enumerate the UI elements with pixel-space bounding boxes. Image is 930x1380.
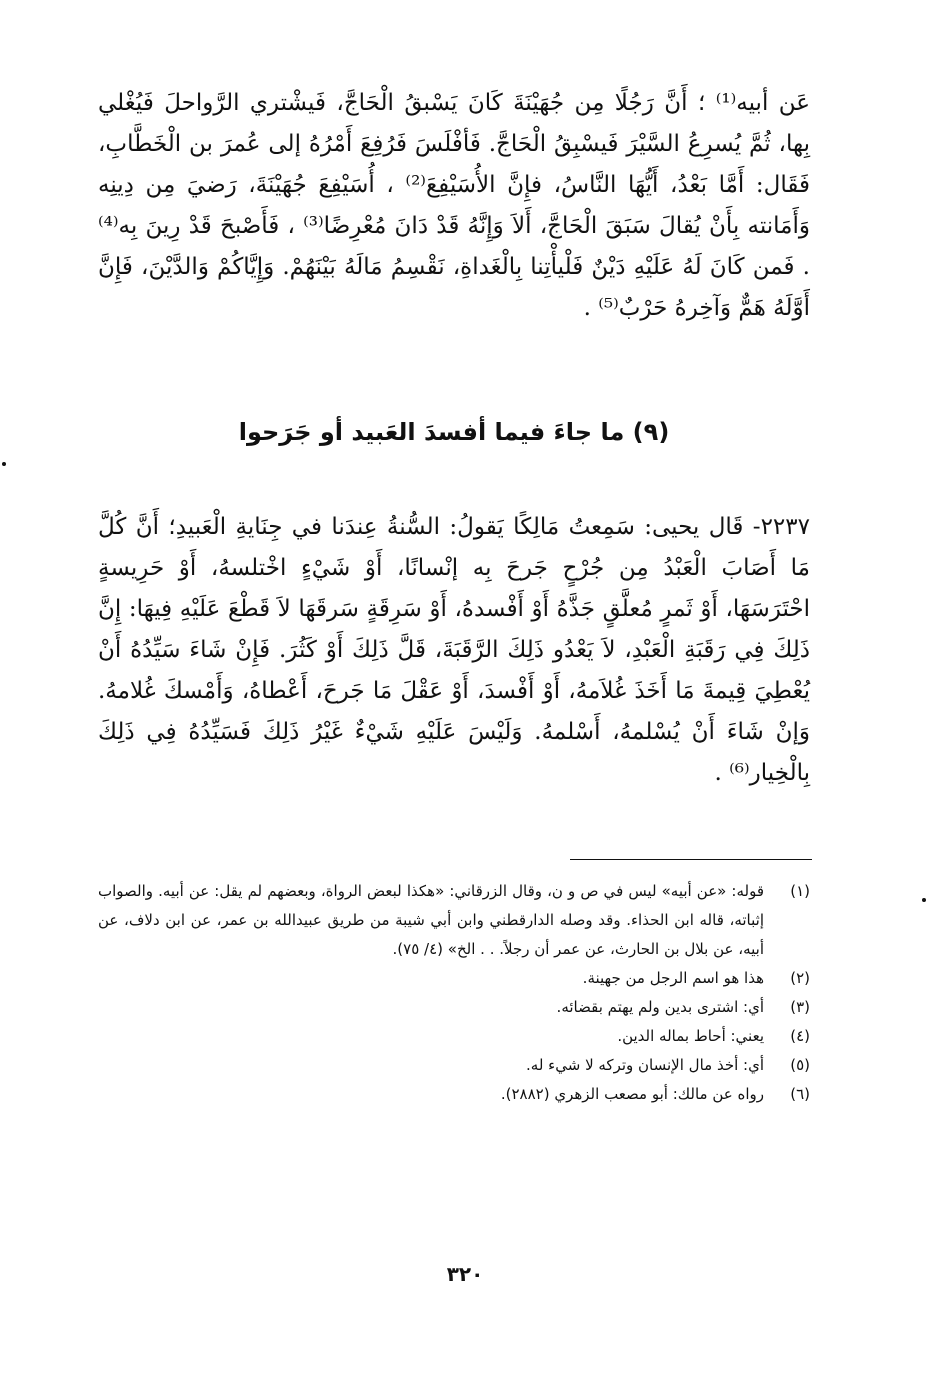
body-paragraph-1: عَن أبيه⁽¹⁾ ؛ أَنَّ رَجُلًا مِن جُهَيْنَةَ كَانَ يَسْبقُ الْحَاجَّ، فَيشْتري الرَّواحلَ فَيُغْلي بِها، ثُمَّ يُسرِعُ السَّيْرَ فَيسْبِقُ الْحَاجَّ. فَأفْلَسَ فَرُفِعَ أَمْرُهُ إلى عُمرَ بن الْخَطَّابِ، فَقَال: أَمَّا بَعْدُ، أَيُّهَا النَّاسُ، فإِنَّ الأُسَيْفِعَ⁽²⁾ ، أُسَيْفِعَ جُهَيْنَةَ، رَضيَ مِن دِينِه وَأَمَانته بِأَنْ يُقالَ سَبَقَ الْحَاجَّ، أَلاَ وَإِنَّهُ قَدْ دَانَ مُعْرِضًا⁽³⁾ ، فَأَصْبحَ قَدْ رِينَ بِه⁽⁴⁾ . فَمن كَانَ لَهُ عَلَيْهِ دَيْنٌ فَلْيأْتِنا بِالْغَداةِ، نَقْسِمُ مَالَهُ بَيْنَهُمْ. وَإِيَّاكُمْ وَالدَّيْنَ، فَإِنَّ أَوَّلَهُ هَمٌّ وَآخِرهُ حَرْبٌ⁽⁵⁾ .: [98, 90, 810, 321]
footnote-6: [98, 1080, 810, 1109]
footnote-separator: [570, 859, 812, 860]
footnote-number: (٣): [790, 998, 810, 1016]
footnote-text: رواه عن مالك: أبو مصعب الزهري (٢٨٨٢).: [500, 1085, 764, 1103]
footnote-3: [98, 993, 810, 1022]
footnote-text: يعني: أحاط بماله الدين.: [617, 1027, 764, 1045]
footnote-text: أي: أخذ مال الإنسان وتركه لا شيء له.: [526, 1056, 764, 1074]
footnote-text: هذا هو اسم الرجل من جهينة.: [582, 969, 764, 987]
footnotes: [98, 877, 810, 1109]
footnote-text: قوله: «عن أبيه» ليس في ص و ن، وقال الزرقاني: «هكذا لبعض الرواة، وبعضهم لم يقل: عن أبيه. والصواب إثباته، قاله ابن الحذاء. وقد وصله الدارقطني وابن أبي شيبة من طريق عبيدالله بن عمر، عن ابن دلاف، عن أبيه، عن بلال بن الحارث، عن عمر أن رجلاً. . . الخ» (٤/ ٧٥).: [98, 882, 764, 958]
footnote-2: [98, 964, 810, 993]
scan-speck: [2, 462, 6, 466]
footnote-number: (١): [790, 882, 810, 900]
footnote-5: [98, 1051, 810, 1080]
footnote-number: (٢): [790, 969, 810, 987]
section-heading: (٩) ما جاءَ فيما أفسدَ العَبيد أو جَرَحوا: [238, 418, 670, 446]
page-number: ٣٢٠: [446, 1262, 484, 1286]
footnote-4: [98, 1022, 810, 1051]
footnote-number: (٥): [790, 1056, 810, 1074]
scan-speck: [922, 898, 926, 902]
body-paragraph-2: ٢٢٣٧- قَال يحيى: سَمِعتُ مَالِكًا يَقولُ: السُّنةُ عِندَنا في جِنَايةِ الْعَبيدِ؛ أَنَّ كُلَّ مَا أَصَابَ الْعَبْدُ مِن جُرْحٍ جَرحَ بِه إنْسانًا، أَوْ شَيْءٍ اخْتلسهُ، أَوْ حَرِيسةٍ احْتَرَسَهَا، أَوْ ثَمرٍ مُعلَّقٍ جَذَّهُ أَوْ أَفْسدهُ، أَوْ سَرِقَةٍ سَرقَهَا لاَ قَطْعَ عَلَيْهِ فِيهَا: إِنَّ ذَلِكَ فِي رَقَبَةِ الْعَبْدِ، لاَ يَعْدُو ذَلِكَ الرَّقَبَةَ، قَلَّ ذَلِكَ أَوْ كَثُرَ. فَإِنْ شَاءَ سَيِّدُهُ أَنْ يُعْطِيَ قِيمةَ مَا أَخَذَ غُلاَمهُ، أَوْ أَفْسدَ، أَوْ عَقْلَ مَا جَرحَ، أَعْطاهُ، وَأَمْسكَ غُلامهُ. وَإنْ شَاءَ أَنْ يُسْلمهُ، أَسْلمهُ. وَلَيْسَ عَلَيْهِ شَيْءٌ غَيْرُ ذَلِكَ فَسَيِّدُهُ فِي ذَلِكَ بِالْخِيار⁽⁶⁾ .: [98, 514, 810, 786]
footnote-text: أي: اشترى بدين ولم يهتم بقضائه.: [556, 998, 764, 1016]
footnote-1: [98, 877, 810, 964]
footnote-number: (٤): [790, 1027, 810, 1045]
footnote-number: (٦): [790, 1085, 810, 1103]
